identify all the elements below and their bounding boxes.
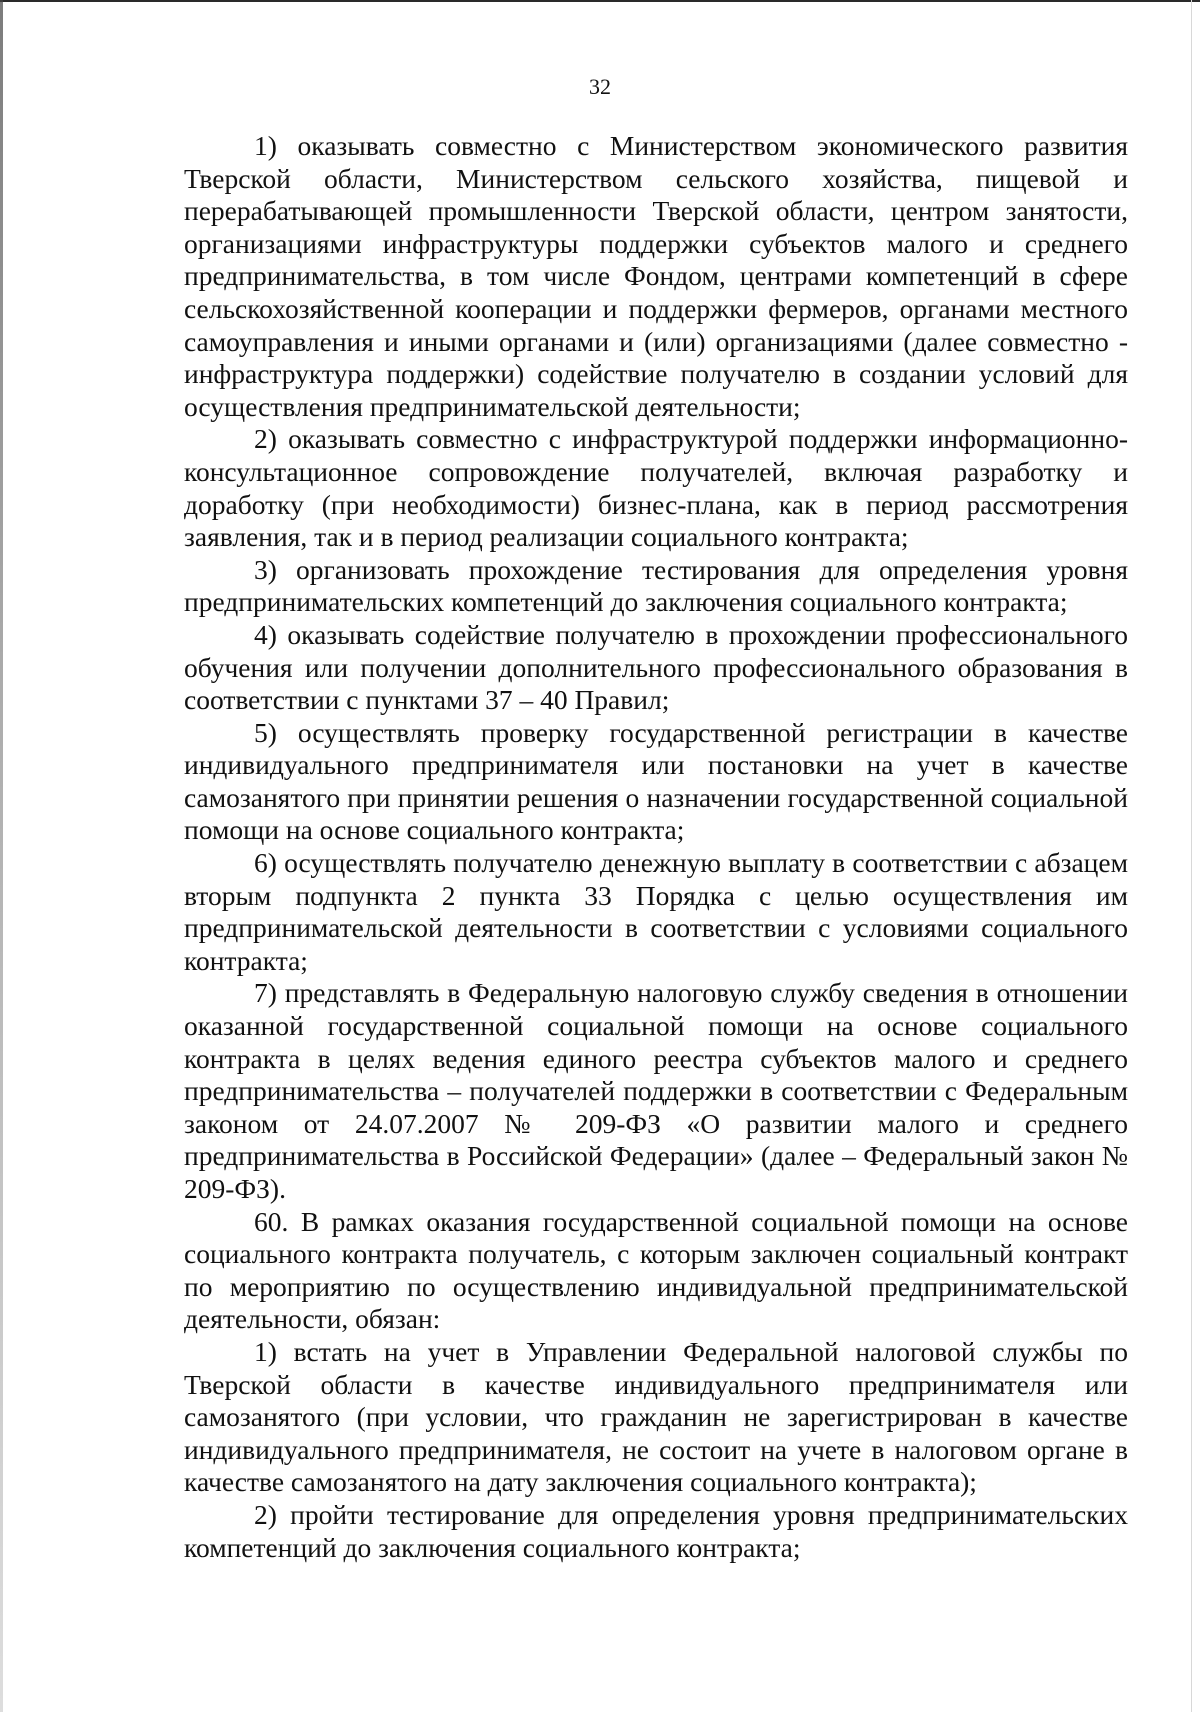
paragraph-duty-2: 2) пройти тестирование для определения уровня предпринимательских компетенций до заключения социального контракта;	[184, 1498, 1128, 1563]
paragraph-item-1: 1) оказывать совместно с Министерством экономического развития Тверской области, Министерством сельского хозяйства, пищевой и перерабатывающей промышленности Тверской области, центром занятости, организациями инфраструктуры поддержки субъектов малого и среднего предпринимательства, в том числе Фондом, центрами компетенций в сфере сельскохозяйственной кооперации и поддержки фермеров, органами местного самоуправления и иными органами и (или) организациями (далее совместно - инфраструктура поддержки) содействие получателю в создании условий для осуществления предпринимательской деятельности;	[184, 130, 1128, 422]
paragraph-duty-1: 1) встать на учет в Управлении Федеральной налоговой службы по Тверской области в качестве индивидуального предпринимателя или самозанятого (при условии, что гражданин не зарегистрирован в качестве индивидуального предпринимателя, не состоит на учете в налоговом органе в качестве самозанятого на дату заключения социального контракта);	[184, 1335, 1128, 1498]
paragraph-item-5: 5) осуществлять проверку государственной регистрации в качестве индивидуального предпринимателя или постановки на учет в качестве самозанятого при принятии решения о назначении государственной социальной помощи на основе социального контракта;	[184, 716, 1128, 846]
paragraph-item-7: 7) представлять в Федеральную налоговую службу сведения в отношении оказанной государственной социальной помощи на основе социального контракта в целях ведения единого реестра субъектов малого и среднего предпринимательства – получателей поддержки в соответствии с Федеральным законом от 24.07.2007 № 209-ФЗ «О развитии малого и среднего предпринимательства в Российской Федерации» (далее – Федеральный закон № 209-ФЗ).	[184, 977, 1128, 1204]
paragraph-item-4: 4) оказывать содействие получателю в прохождении профессионального обучения или получении дополнительного профессионального образования в соответствии с пунктами 37 – 40 Правил;	[184, 618, 1128, 716]
scan-edge-top	[0, 0, 1200, 2]
page-number: 32	[589, 74, 611, 99]
scan-edge-right	[1191, 0, 1192, 1712]
paragraph-item-2: 2) оказывать совместно с инфраструктурой поддержки информационно-консультационное сопровождение получателей, включая разработку и доработку (при необходимости) бизнес-плана, как в период рассмотрения заявления, так и в период реализации социального контракта;	[184, 423, 1128, 553]
paragraph-item-6: 6) осуществлять получателю денежную выплату в соответствии с абзацем вторым подпункта 2 пункта 33 Порядка с целью осуществления им предпринимательской деятельности в соответствии с условиями социального контракта;	[184, 847, 1128, 976]
paragraph-item-3: 3) организовать прохождение тестирования для определения уровня предпринимательских компетенций до заключения социального контракта;	[184, 553, 1128, 618]
document-body	[184, 130, 1128, 1564]
scan-edge-left	[0, 0, 3, 1712]
paragraph-clause-60: 60. В рамках оказания государственной социальной помощи на основе социального контракта получатель, с которым заключен социальный контракт по мероприятию по осуществлению индивидуальной предпринимательской деятельности, обязан:	[184, 1205, 1128, 1335]
